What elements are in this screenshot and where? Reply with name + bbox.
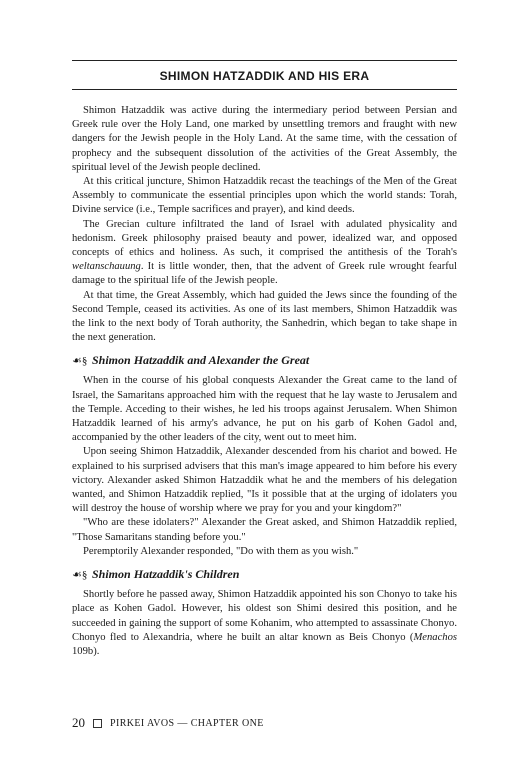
body-text	[72, 104, 457, 659]
section-ornament-icon: ☙§	[72, 569, 88, 582]
square-bullet-icon	[93, 719, 102, 728]
intro-paragraph-4: At that time, the Great Assembly, which had guided the Jews since the founding of the Second Temple, ceased its activities. As one of its last members, Shimon Hatzaddik was the link to the next body of Torah authority, the Sanhedrin, which began to take shape in the next generation.	[72, 289, 457, 344]
intro-paragraph-2: At this critical juncture, Shimon Hatzaddik recast the teachings of the Men of the Great Assembly to communicate the essential principles upon which the world stands: Torah, Divine service (i.e., Temple sacrifices and prayer), and kind deeds.	[72, 176, 457, 216]
heading-rule	[72, 89, 457, 90]
alexander-paragraph-2: Upon seeing Shimon Hatzaddik, Alexander descended from his chariot and bowed. He explained to his surprised advisers that this man's image appeared to him before his every victory. Alexander asked Shimon Hatzaddik what he and the members of his delegation wanted, and Shimon Hatzaddik replied, "Is it possible that at the urging of idolaters you will destroy the house of worship where we pray for you and your kingdom?"	[72, 446, 457, 515]
running-head: PIRKEI AVOS — CHAPTER ONE	[110, 717, 264, 729]
alexander-paragraph-1: When in the course of his global conquests Alexander the Great came to the land of Israel, the Samaritans approached him with the request that he lay waste to Jerusalem and the Temple. Acceding to their wishes, he led his troops against Jerusalem. When Shimon Hatzaddik learned of his army's advance, he put on his garb of Kohen Gadol and, accompanied by the other leaders of the city, went out to meet him.	[72, 375, 457, 444]
section-title: Shimon Hatzaddik and Alexander the Great	[92, 353, 310, 368]
children-paragraph: Shortly before he passed away, Shimon Hatzaddik appointed his son Chonyo to take his place as Kohen Gadol. However, his oldest son Shimi desired this position, and he succeeded in gaining the support of some Kohanim, who attempted to assassinate Chonyo. Chonyo fled to Alexandria, where he built an altar known as Beis Chonyo (Menachos 109b).	[72, 589, 457, 657]
section-heading-children	[72, 567, 457, 582]
alexander-paragraph-4: Peremptorily Alexander responded, "Do with them as you wish."	[83, 545, 359, 557]
page-footer	[72, 715, 264, 731]
intro-paragraph-1: Shimon Hatzaddik was active during the intermediary period between Persian and Greek rule over the Holy Land, one marked by unsettling tremors and fraught with new dangers for the Jewish people in the Holy Land. At the same time, with the cessation of prophecy and the subsequent dissolution of the activities of the Great Assembly, the spiritual level of the Jewish people declined.	[72, 105, 457, 173]
intro-paragraph-3: The Grecian culture infiltrated the land of Israel with adulated physicality and hedonism. Greek philosophy praised beauty and power, idealized war, and opposed concepts of ethics and holiness. As such, it comprised the antithesis of the Torah's weltanschauung. It is little wonder, then, that the advent of Greek rule wrought fearful damage to the spiritual life of the Jewish people.	[72, 218, 457, 287]
italic-source: Menachos	[413, 631, 457, 643]
section-ornament-icon: ☙§	[72, 355, 88, 368]
italic-term: weltanschauung	[72, 261, 141, 273]
section-title: Shimon Hatzaddik's Children	[92, 567, 240, 582]
section-heading-alexander	[72, 353, 457, 368]
alexander-paragraph-3: "Who are these idolaters?" Alexander the Great asked, and Shimon Hatzaddik replied, "Those Samaritans standing before you."	[72, 517, 457, 543]
page-content	[72, 60, 457, 659]
page-title: SHIMON HATZADDIK AND HIS ERA	[159, 69, 370, 83]
page-number: 20	[72, 715, 85, 730]
